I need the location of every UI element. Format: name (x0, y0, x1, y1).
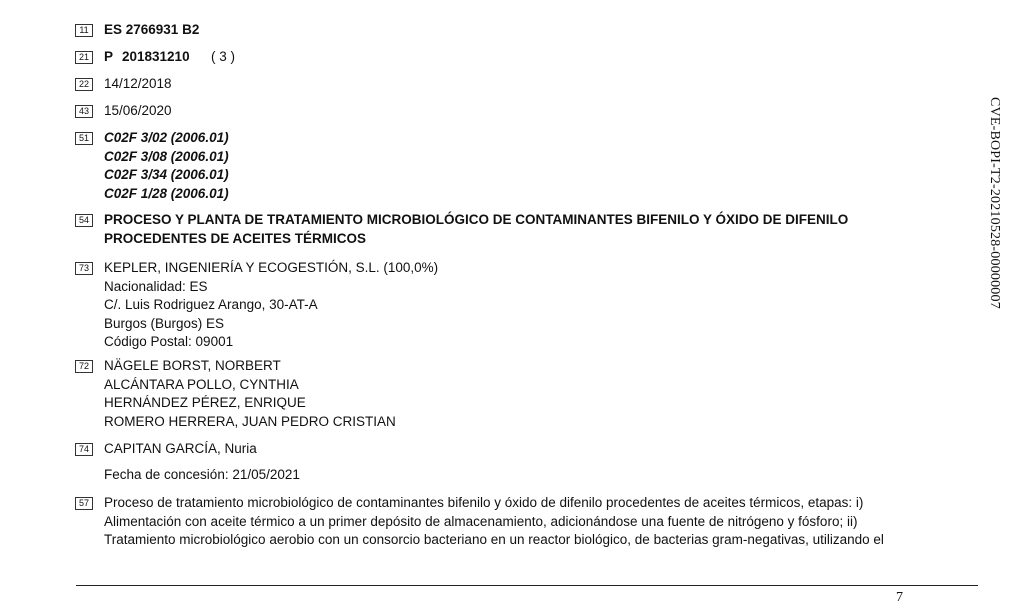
abstract-line: Proceso de tratamiento microbiológico de contaminantes bifenilo y óxido de difenilo procedentes de aceites térmicos, etapas: i) (104, 495, 864, 510)
inventor-name: ALCÁNTARA POLLO, CYNTHIA (104, 376, 299, 392)
application-number: 201831210 (122, 49, 190, 64)
grant-date: Fecha de concesión: 21/05/2021 (104, 467, 300, 482)
invention-title (104, 211, 848, 248)
footer-divider (76, 585, 978, 586)
inid-code-11: 11 (75, 24, 93, 37)
applicant-postal-code: Código Postal: 09001 (104, 334, 234, 349)
inventor-name: ROMERO HERRERA, JUAN PEDRO CRISTIAN (104, 413, 396, 429)
inid-code-43: 43 (75, 105, 93, 118)
cve-side-code: CVE-BOPI-T2-20210528-00000007 (987, 97, 1002, 309)
abstract-line: Tratamiento microbiológico aerobio con un consorcio bacteriano en un reactor biológico, de bacterias gram-negativas, utilizando el (104, 532, 884, 547)
application-prefix: P (104, 49, 114, 64)
page-number: 7 (896, 590, 903, 605)
classification-item: C02F 3/34 (2006.01) (104, 167, 229, 182)
inventor-list (104, 357, 396, 431)
inventor-name: HERNÁNDEZ PÉREZ, ENRIQUE (104, 395, 306, 410)
application-suffix: ( 3 ) (211, 49, 236, 64)
filing-date: 14/12/2018 (104, 76, 172, 91)
title-line: PROCESO Y PLANTA DE TRATAMIENTO MICROBIOLÓGICO DE CONTAMINANTES BIFENILO Y ÓXIDO DE DIFENILO (104, 212, 849, 227)
classification-item: C02F 1/28 (2006.01) (104, 185, 229, 201)
inid-code-74: 74 (75, 443, 93, 456)
applicant-street: C/. Luis Rodriguez Arango, 30-AT-A (104, 297, 318, 312)
inventor-name: NÄGELE BORST, NORBERT (104, 358, 281, 373)
classification-list (104, 129, 229, 203)
abstract-line: Alimentación con aceite térmico a un primer depósito de almacenamiento, adicionándose una fuente de nitrógeno y fósforo; ii) (104, 513, 858, 529)
title-line: PROCEDENTES DE ACEITES TÉRMICOS (104, 230, 367, 246)
agent-name: CAPITAN GARCÍA, Nuria (104, 441, 257, 456)
inid-code-54: 54 (75, 214, 93, 227)
applicant-block (104, 259, 438, 352)
inid-code-22: 22 (75, 78, 93, 91)
inid-code-57: 57 (75, 497, 93, 510)
inid-code-21: 21 (75, 51, 93, 64)
publication-date: 15/06/2020 (104, 103, 172, 118)
classification-item: C02F 3/02 (2006.01) (104, 130, 229, 145)
abstract-text (104, 494, 884, 550)
applicant-city: Burgos (Burgos) ES (104, 315, 225, 331)
inid-code-72: 72 (75, 360, 93, 373)
inid-code-73: 73 (75, 262, 93, 275)
applicant-name: KEPLER, INGENIERÍA Y ECOGESTIÓN, S.L. (100,0%) (104, 260, 439, 275)
applicant-nationality: Nacionalidad: ES (104, 278, 208, 294)
classification-item: C02F 3/08 (2006.01) (104, 148, 229, 164)
inid-code-51: 51 (75, 132, 93, 145)
publication-number: ES 2766931 B2 (104, 22, 200, 37)
